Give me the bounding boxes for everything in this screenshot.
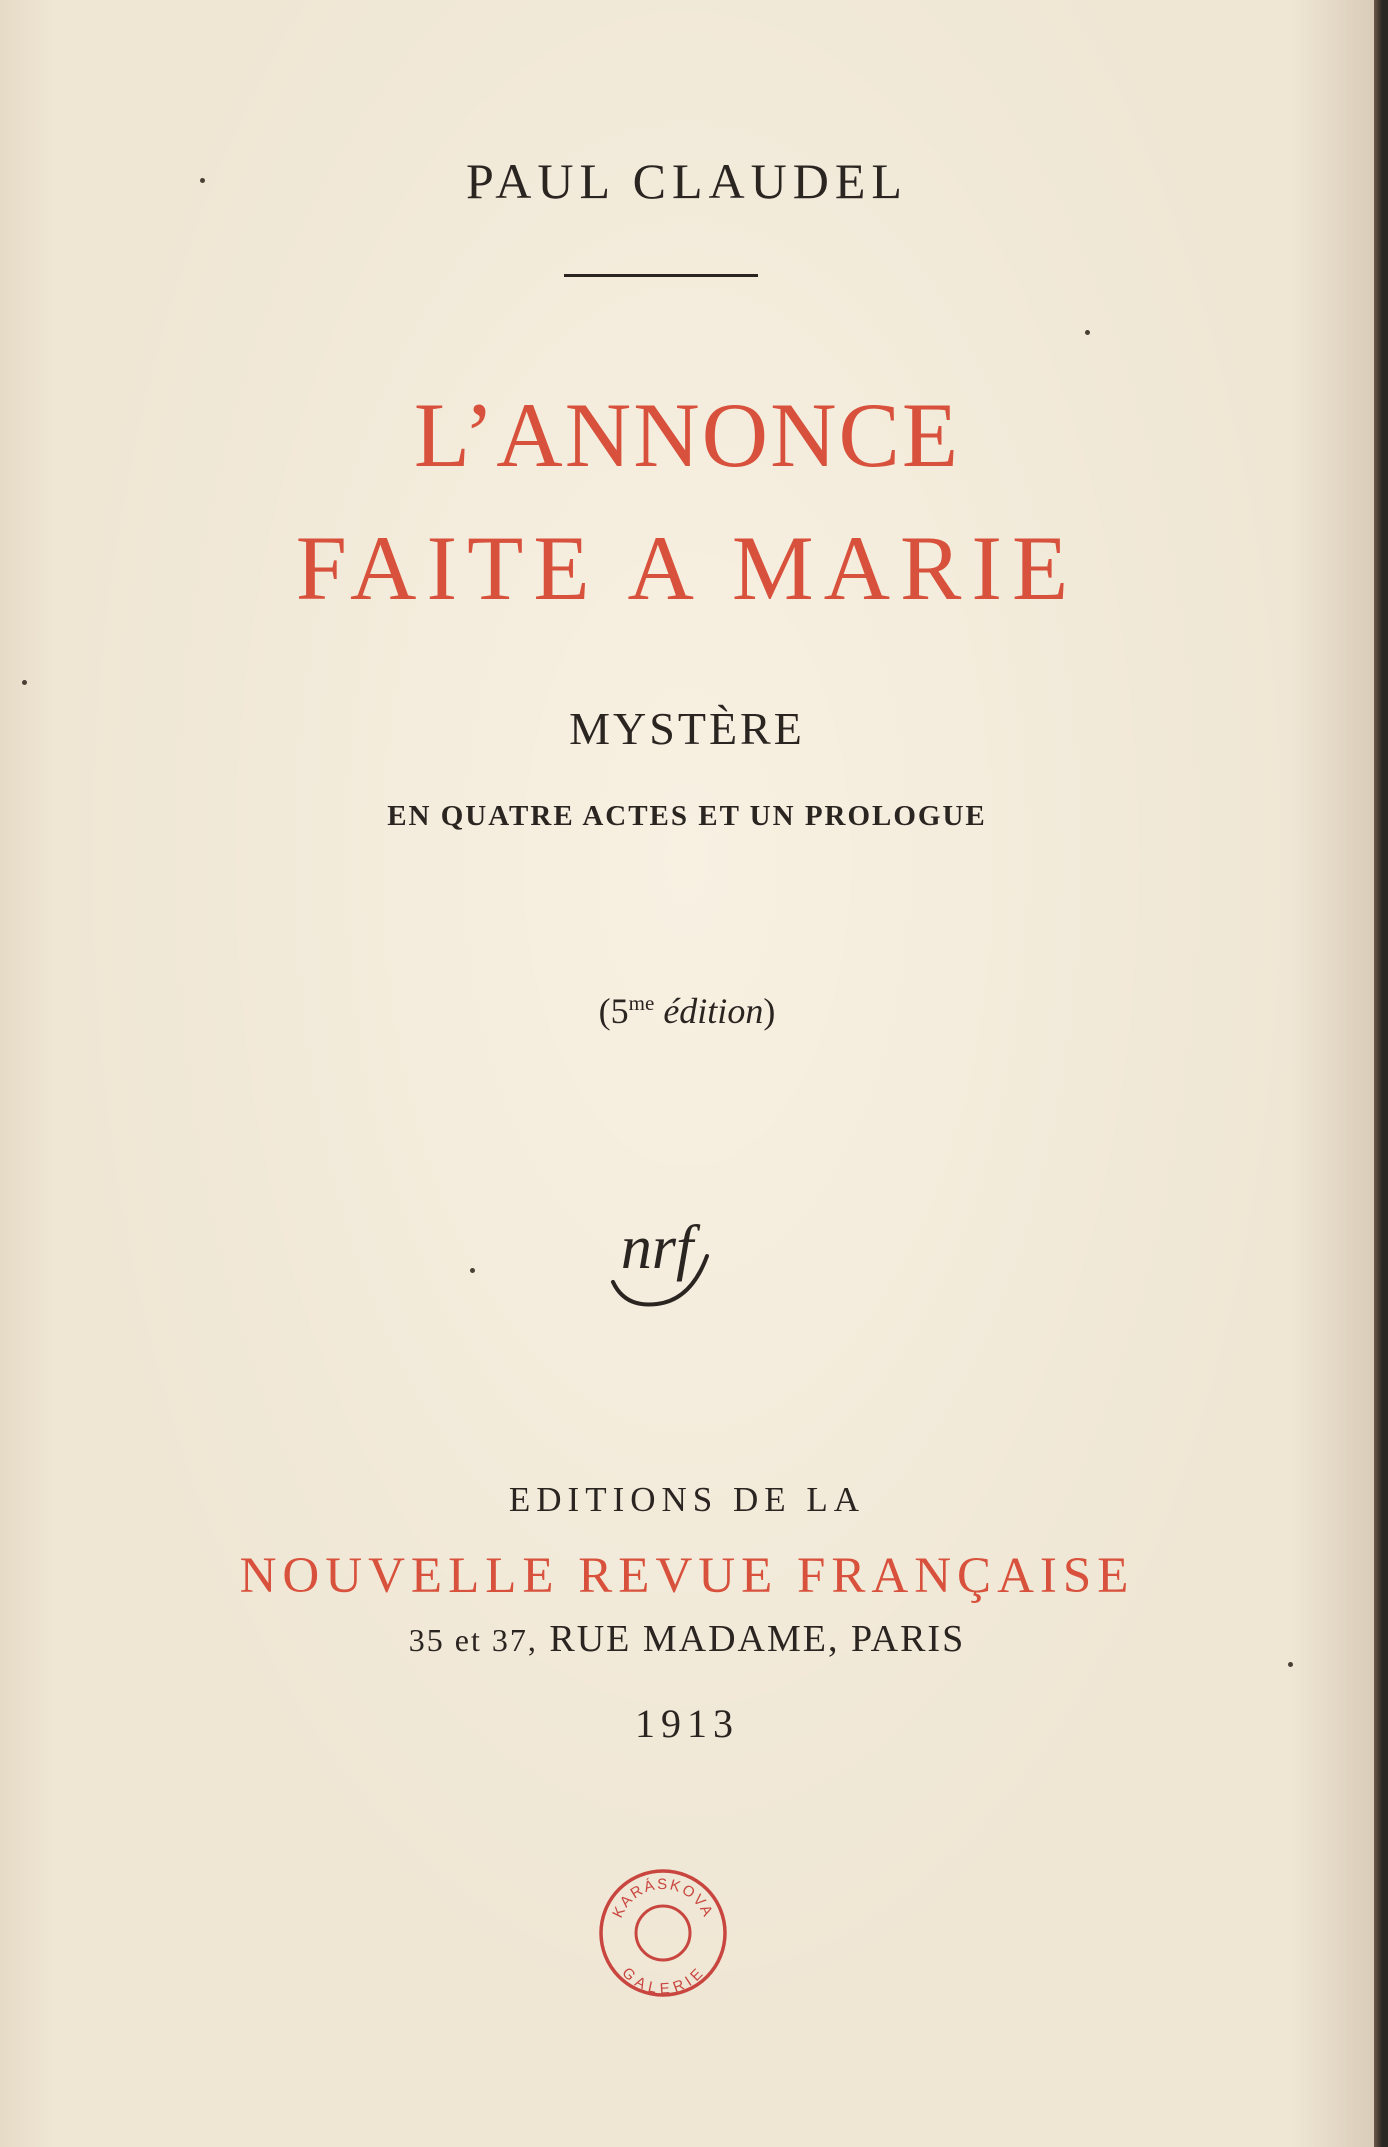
edition-superscript: me <box>628 991 655 1015</box>
nrf-logo-text: nrf <box>620 1214 694 1282</box>
paper-speck <box>22 680 27 685</box>
publisher-line-1: EDITIONS DE LA <box>508 1480 866 1519</box>
divider-rule <box>564 274 758 277</box>
publisher-name: NOUVELLE REVUE FRANÇAISE <box>239 1548 1135 1604</box>
library-stamp-icon <box>595 1865 731 2001</box>
genre-label: MYSTÈRE <box>569 703 805 754</box>
edition-number: (5 <box>598 991 629 1031</box>
paper-speck <box>470 1268 475 1273</box>
publisher-address <box>0 1617 1374 1661</box>
paper-speck <box>200 178 205 183</box>
edition-close: ) <box>763 991 776 1031</box>
publication-year: 1913 <box>635 1701 739 1746</box>
stamp-text-top: KARÁSKOVA <box>609 1875 717 1921</box>
book-title-line-2: FAITE A MARIE <box>295 517 1079 619</box>
stamp-text-bottom: GALERIE <box>618 1964 708 1998</box>
author-name: PAUL CLAUDEL <box>466 153 908 209</box>
address-numbers: 35 et 37, <box>408 1622 538 1658</box>
nrf-logo-icon <box>595 1210 735 1320</box>
book-title-line-1: L’ANNONCE <box>413 384 961 486</box>
edition-note <box>0 990 1374 1032</box>
edition-word: édition <box>663 991 764 1031</box>
svg-text:GALERIE <box>618 1964 707 1998</box>
paper-speck <box>1085 330 1090 335</box>
page-edge-shadow <box>1374 0 1388 2147</box>
address-street: RUE MADAME, PARIS <box>549 1618 966 1660</box>
subtitle: EN QUATRE ACTES ET UN PROLOGUE <box>387 800 987 832</box>
paper-speck <box>1288 1662 1293 1667</box>
